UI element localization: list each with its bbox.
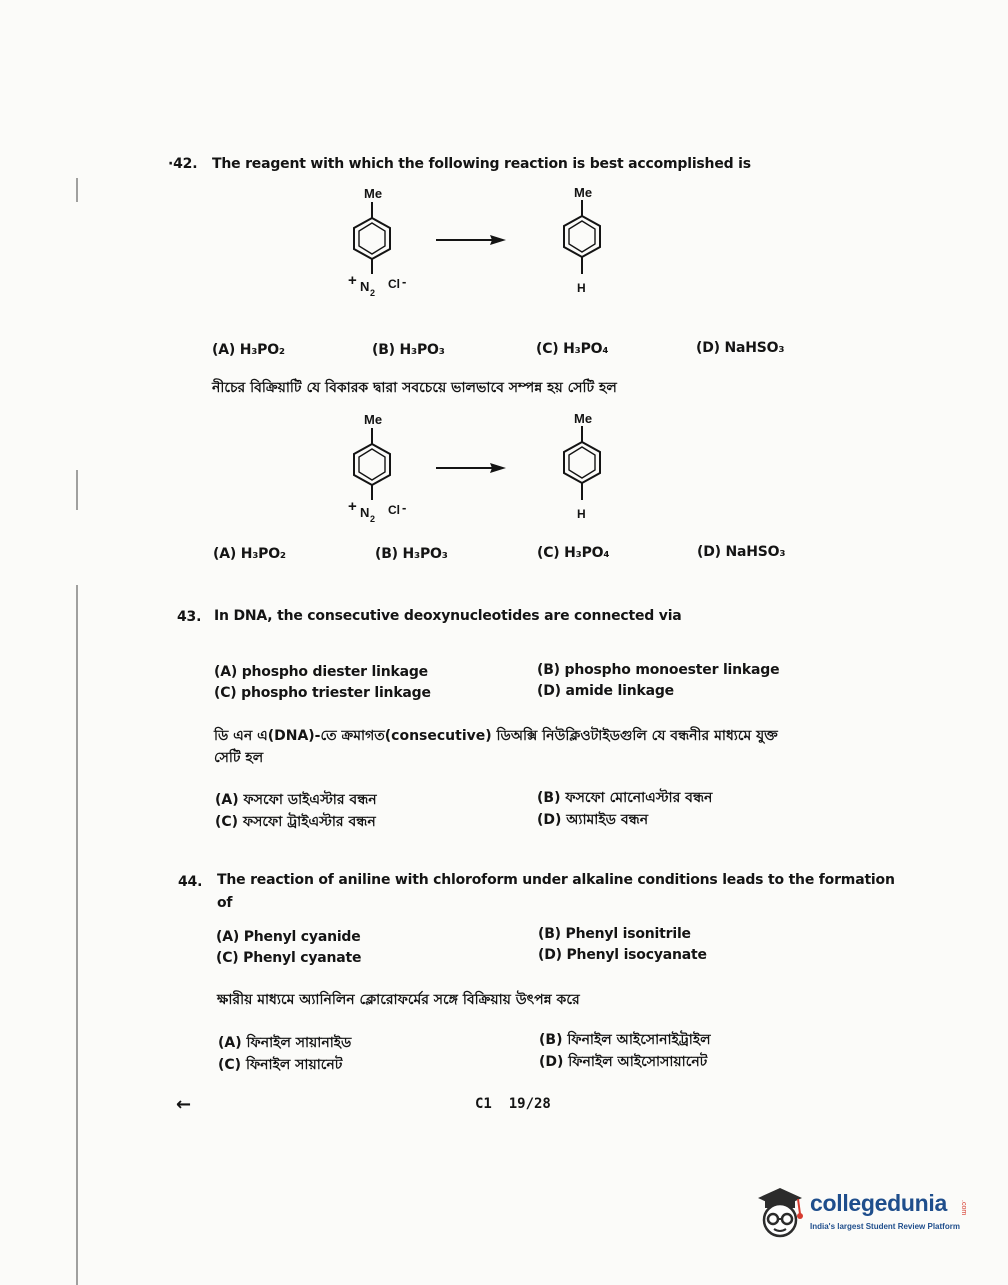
methyl-label: Me [364,186,383,201]
hydrogen-label: H [577,507,586,521]
option-a: (A) phospho diester linkage [214,664,428,680]
chloride-label: Cl [388,277,400,291]
methyl-label: Me [364,412,383,427]
bengali-option-c: (C) ফিনাইল সায়ানেট [218,1057,343,1073]
diazonium-label: N [360,279,370,294]
margin-mark [76,585,78,1285]
option-c: (C) H₃PO₄ [536,341,609,357]
question-text: The reaction of aniline with chloroform under alkaline conditions leads to the formation [217,872,895,888]
margin-mark [76,470,78,510]
subscript-2: 2 [370,288,376,298]
option-b: (B) H₃PO₃ [372,342,445,358]
bengali-option-c: (C) H₃PO₄ [537,545,610,561]
bengali-option-a: (A) ফসফো ডাইএস্টার বন্ধন [215,792,377,808]
question-number: ·42. [168,156,198,172]
bengali-option-b: (B) ফিনাইল আইসোনাইট্রাইল [539,1032,711,1048]
option-b: (B) Phenyl isonitrile [538,926,691,942]
brand-name: collegedunia [810,1190,947,1216]
option-a: (A) Phenyl cyanide [216,929,361,945]
bengali-question-text-cont: সেটি হল [214,750,264,766]
bengali-option-a: (A) H₃PO₂ [213,546,286,562]
methyl-label: Me [574,185,593,200]
mascot-icon [750,1180,806,1246]
option-a: (A) H₃PO₂ [212,342,285,358]
bengali-option-b: (B) ফসফো মোনোএস্টার বন্ধন [537,790,713,806]
brand-tagline: India's largest Student Review Platform [810,1222,960,1231]
charge-minus: - [402,500,407,515]
bengali-option-d: (D) ফিনাইল আইসোসায়ানেট [539,1054,708,1070]
bengali-question-text: নীচের বিক্রিয়াটি যে বিকারক দ্বারা সবচেয়ে ভালভাবে সম্পন্ন হয় সেটি হল [212,380,617,396]
bengali-option-c: (C) ফসফো ট্রাইএস্টার বন্ধন [215,814,376,830]
hydrogen-label: H [577,281,586,295]
chloride-label: Cl [388,503,400,517]
reaction-scheme [330,404,630,529]
reaction-scheme [330,178,630,303]
question-text-cont: of [217,895,233,911]
charge-plus: + [348,272,357,289]
option-c: (C) Phenyl cyanate [216,950,362,966]
collegedunia-logo [750,1180,980,1250]
charge-minus: - [402,274,407,289]
brand-suffix: .com [960,1200,967,1216]
option-b: (B) phospho monoester linkage [537,662,780,678]
option-d: (D) NaHSO₃ [696,340,785,356]
bengali-option-d: (D) অ্যামাইড বন্ধন [537,812,649,828]
methyl-label: Me [574,411,593,426]
charge-plus: + [348,498,357,515]
option-d: (D) amide linkage [537,683,674,699]
diazonium-label: N [360,505,370,520]
bengali-option-b: (B) H₃PO₃ [375,546,448,562]
bengali-question-text: ডি এন এ(DNA)-তে ক্রমাগত(consecutive) ডিঅক্সি নিউক্লিওটাইডগুলি যে বন্ধনীর মাধ্যমে যুক্ত [214,728,778,744]
page-code: C1 19/28 [475,1096,551,1112]
question-text: In DNA, the consecutive deoxynucleotides are connected via [214,608,682,624]
question-number: 44. [178,874,203,890]
back-arrow-icon: ← [176,1094,192,1115]
subscript-2: 2 [370,514,376,524]
option-d: (D) Phenyl isocyanate [538,947,707,963]
question-number: 43. [177,609,202,625]
option-c: (C) phospho triester linkage [214,685,431,701]
question-text: The reagent with which the following reaction is best accomplished is [212,156,751,172]
margin-mark [76,178,78,202]
bengali-option-d: (D) NaHSO₃ [697,544,786,560]
bengali-option-a: (A) ফিনাইল সায়ানাইড [218,1035,352,1051]
bengali-question-text: ক্ষারীয় মাধ্যমে অ্যানিলিন ক্লোরোফর্মের সঙ্গে বিক্রিয়ায় উৎপন্ন করে [217,992,580,1008]
